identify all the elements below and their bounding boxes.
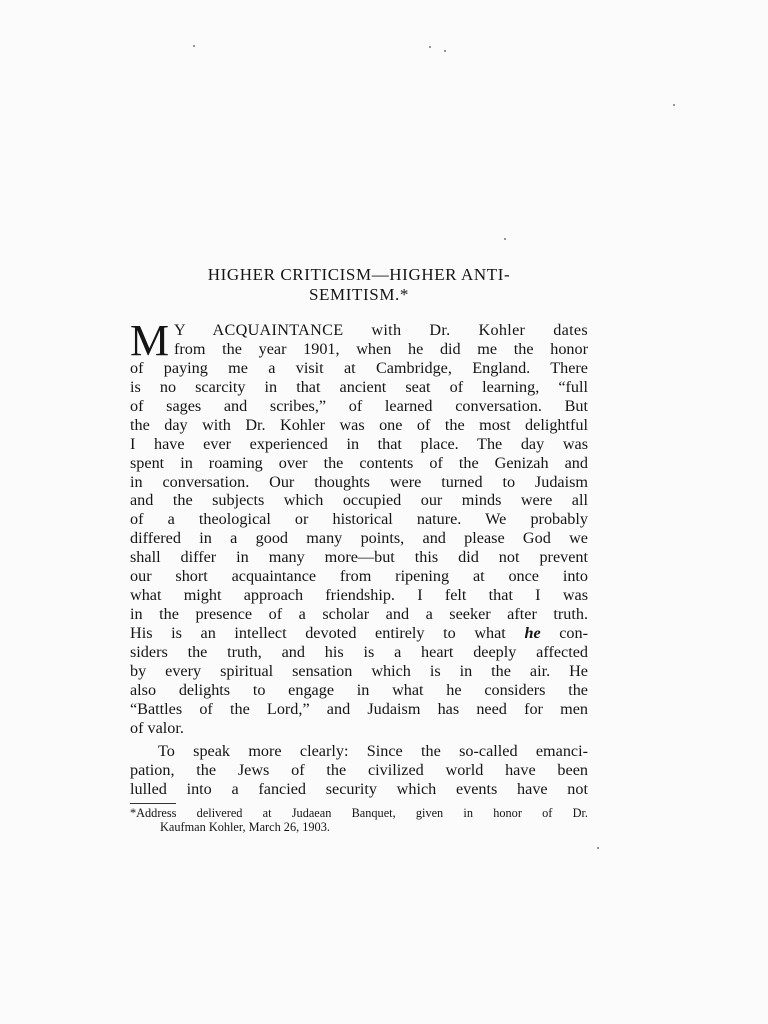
text-line: Y ACQUAINTANCE with Dr. Kohler dates <box>174 321 588 339</box>
text-line: I have ever experienced in that place. The day was <box>130 434 588 453</box>
text-line: spent in roaming over the contents of the Genizah and <box>130 453 588 472</box>
scan-speck <box>504 238 506 240</box>
text-line: from the year 1901, when he did me the honor <box>174 339 588 358</box>
text-line: our short acquaintance from ripening at once into <box>130 567 588 586</box>
scan-speck <box>444 50 446 52</box>
text-line <box>130 624 588 643</box>
scan-speck <box>673 104 675 106</box>
text-line: by every spiritual sensation which is in the air. He <box>130 661 588 680</box>
text-line: “Battles of the Lord,” and Judaism has need for men <box>130 699 588 718</box>
italic-word: he <box>524 624 541 642</box>
footnote-line: Kaufman Kohler, March 26, 1903. <box>160 820 330 834</box>
text-fragment: His is an intellect devoted entirely to what <box>130 624 506 642</box>
text-line: of valor. <box>130 718 184 737</box>
title-line: SEMITISM.* <box>309 285 409 304</box>
body-text <box>130 316 589 798</box>
page-title <box>130 265 588 305</box>
text-line: of a theological or historical nature. We probably <box>130 510 588 529</box>
paragraph <box>130 742 588 799</box>
footnote-line: *Address delivered at Judaean Banquet, given in honor of Dr. <box>130 806 588 820</box>
text-fragment: con- <box>540 624 589 642</box>
scan-speck <box>597 847 599 849</box>
text-line: the day with Dr. Kohler was one of the most delightful <box>130 415 588 434</box>
scan-speck <box>429 46 431 48</box>
text-line: To speak more clearly: Since the so-called emanci- <box>158 741 588 760</box>
text-line: and the subjects which occupied our minds were all <box>130 491 588 510</box>
text-line: is no scarcity in that ancient seat of learning, “full <box>130 377 588 396</box>
paragraph <box>130 316 589 738</box>
text-line: what might approach friendship. I felt that I was <box>130 586 588 605</box>
text-line: pation, the Jews of the civilized world have been <box>130 760 588 779</box>
text-line: differed in a good many points, and please God we <box>130 529 588 548</box>
text-line: shall differ in many more—but this did not prevent <box>130 548 588 567</box>
footnote-rule <box>130 803 176 804</box>
title-line: HIGHER CRITICISM—HIGHER ANTI- <box>207 265 511 284</box>
scan-speck <box>193 45 195 47</box>
drop-cap: M <box>130 316 170 365</box>
text-line: also delights to engage in what he considers the <box>130 680 588 699</box>
footnote <box>130 806 588 834</box>
text-line: siders the truth, and his is a heart deeply affected <box>130 642 588 661</box>
text-line: of paying me a visit at Cambridge, England. There <box>130 358 588 377</box>
text-line: in the presence of a scholar and a seeker after truth. <box>130 605 588 624</box>
text-line: of sages and scribes,” of learned conversation. But <box>130 396 588 415</box>
text-line: in conversation. Our thoughts were turned to Judaism <box>130 472 588 491</box>
text-line: lulled into a fancied security which events have not <box>130 779 588 798</box>
